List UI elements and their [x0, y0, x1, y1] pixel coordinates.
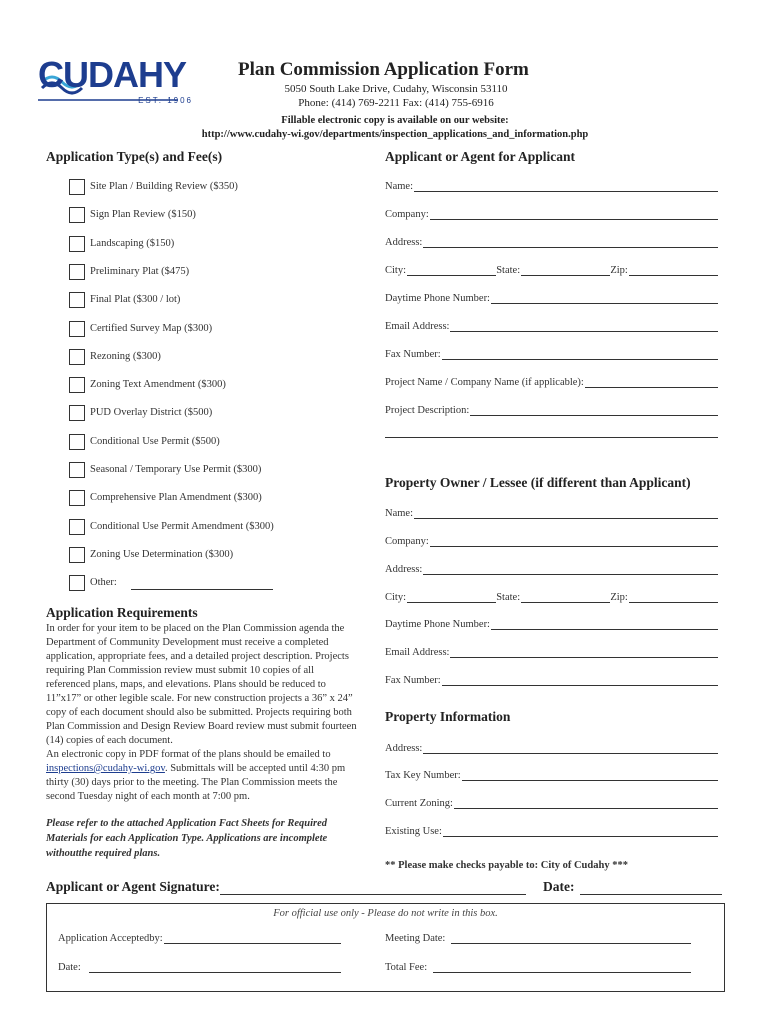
owner-address-label: Address:: [385, 564, 423, 575]
owner-address-line[interactable]: [423, 563, 718, 575]
requirements-paragraph-1: In order for your item to be placed on the Plan Commission agenda the Department of Community Development must receive a completed application, appropriate fees, and a detailed project description. Projects requiring Plan Commission review must submit 10 copies of all referenced plans, maps, and elevations. Plans should be reduced to 11”x17” or other legible scale. For new construction projects a 36” x 24” copy of each document should also be submitted. Projects requiring both Plan Commission and Design Review Board review must submit fourteen (14) copies of each document.: [46, 623, 357, 746]
fillable-text: Fillable electronic copy is available on our website:: [281, 115, 509, 126]
existing-use-field[interactable]: [385, 825, 718, 837]
application-type-checkbox[interactable]: [69, 405, 85, 421]
requirements-email-intro: An electronic copy in PDF format of the plans should be emailed to: [46, 749, 331, 760]
header-address-block: [238, 82, 554, 110]
inspections-email-link[interactable]: inspections@cudahy-wi.gov: [46, 763, 165, 774]
project-name-line[interactable]: [585, 376, 718, 388]
application-type-label: Conditional Use Permit ($500): [90, 436, 220, 447]
owner-zip-line[interactable]: [629, 591, 718, 603]
project-description-line-2[interactable]: [385, 437, 718, 438]
total-fee-label: Total Fee:: [385, 962, 428, 973]
logo-wordmark: CUDAHY: [38, 54, 187, 95]
meeting-date-field[interactable]: [385, 932, 691, 944]
applicant-name-label: Name:: [385, 181, 413, 192]
requirements-body: [46, 622, 360, 804]
application-type-label: Zoning Text Amendment ($300): [90, 379, 226, 390]
project-name-label: Project Name / Company Name (if applicable):: [385, 377, 584, 388]
application-type-checkbox[interactable]: [69, 207, 85, 223]
owner-phone-field[interactable]: [385, 618, 718, 630]
applicant-title: Applicant or Agent for Applicant: [385, 149, 576, 164]
owner-fax-line[interactable]: [442, 674, 718, 686]
owner-city-label: City:: [385, 592, 407, 603]
tax-key-field[interactable]: [385, 769, 718, 781]
applicant-email-line[interactable]: [450, 320, 718, 332]
applicant-email-label: Email Address:: [385, 321, 450, 332]
owner-name-line[interactable]: [414, 507, 718, 519]
requirements-title: Application Requirements: [46, 605, 198, 620]
applicant-zip-label: Zip:: [610, 265, 628, 276]
application-type-label: Certified Survey Map ($300): [90, 323, 213, 334]
fact-sheet-note: Please refer to the attached Application Fact Sheets for Required Materials for each Application Type. Applications are incomplete withoutthe required plans.: [46, 818, 328, 859]
owner-email-label: Email Address:: [385, 647, 450, 658]
signature-date-line[interactable]: [580, 880, 722, 895]
official-date-field[interactable]: [58, 961, 341, 973]
application-type-checkbox[interactable]: [69, 349, 85, 365]
requirements-paragraph-2: [46, 748, 360, 804]
current-zoning-label: Current Zoning:: [385, 798, 453, 809]
other-type-line[interactable]: [131, 589, 273, 590]
owner-city-line[interactable]: [407, 591, 496, 603]
owner-company-field[interactable]: [385, 535, 718, 547]
applicant-zip-line[interactable]: [629, 264, 718, 276]
application-type-checkbox[interactable]: [69, 575, 85, 591]
current-zoning-line[interactable]: [454, 797, 718, 809]
meeting-date-line[interactable]: [451, 932, 691, 944]
existing-use-line[interactable]: [443, 825, 718, 837]
application-type-label: Landscaping ($150): [90, 238, 175, 249]
owner-phone-label: Daytime Phone Number:: [385, 619, 490, 630]
website-link[interactable]: http://www.cudahy-wi.gov/departments/inspection_applications_and_information.php: [201, 129, 589, 140]
applicant-address-field[interactable]: [385, 236, 718, 248]
applicant-address-label: Address:: [385, 237, 423, 248]
meeting-date-label: Meeting Date:: [385, 933, 446, 944]
applicant-phone-line[interactable]: [491, 292, 718, 304]
owner-zip-label: Zip:: [610, 592, 628, 603]
application-type-label: Comprehensive Plan Amendment ($300): [90, 492, 262, 503]
owner-state-line[interactable]: [521, 591, 610, 603]
owner-name-label: Name:: [385, 508, 413, 519]
application-type-checkbox[interactable]: [69, 292, 85, 308]
application-type-checkbox[interactable]: [69, 462, 85, 478]
project-description-line[interactable]: [470, 404, 718, 416]
header-address: 5050 South Lake Drive, Cudahy, Wisconsin 53110: [284, 83, 508, 95]
application-type-checkbox[interactable]: [69, 264, 85, 280]
application-type-label: Seasonal / Temporary Use Permit ($300): [90, 464, 262, 475]
applicant-fax-field[interactable]: [385, 348, 718, 360]
application-type-checkbox[interactable]: [69, 547, 85, 563]
application-type-label: Final Plat ($300 / lot): [90, 294, 181, 305]
signature-date-label: Date:: [543, 879, 575, 894]
application-type-checkbox[interactable]: [69, 179, 85, 195]
header-phone: Phone: (414) 769-2211 Fax: (414) 755-6916: [298, 97, 494, 109]
signature-label: Applicant or Agent Signature:: [46, 879, 220, 894]
official-date-line[interactable]: [89, 961, 341, 973]
fillable-notice: [160, 114, 630, 142]
applicant-city-label: City:: [385, 265, 407, 276]
signature-line[interactable]: [220, 880, 526, 895]
application-type-checkbox[interactable]: [69, 490, 85, 506]
cudahy-logo: [38, 54, 203, 106]
applicant-city-line[interactable]: [407, 264, 496, 276]
total-fee-field[interactable]: [385, 961, 691, 973]
owner-name-field[interactable]: [385, 507, 718, 519]
owner-title: Property Owner / Lessee (if different than Applicant): [385, 475, 691, 490]
signature-date-field[interactable]: [543, 879, 722, 895]
accepted-by-label: Application Acceptedby:: [58, 933, 163, 944]
current-zoning-field[interactable]: [385, 797, 718, 809]
project-description-label: Project Description:: [385, 405, 470, 416]
official-date-label: Date:: [58, 962, 81, 973]
application-type-label: Conditional Use Permit Amendment ($300): [90, 521, 274, 532]
applicant-fax-label: Fax Number:: [385, 349, 441, 360]
application-type-label: PUD Overlay District ($500): [90, 407, 213, 418]
applicant-phone-field[interactable]: [385, 292, 718, 304]
owner-city-state-zip-field[interactable]: [385, 591, 718, 603]
applicant-company-field[interactable]: [385, 208, 718, 220]
requirements-email-outro: . Submittals will be accepted until 4:30 pm thirty (30) days prior to the meeting. The Plan Commission meets the second Tuesday night of each month at 7:00 pm.: [46, 763, 346, 802]
applicant-phone-label: Daytime Phone Number:: [385, 293, 490, 304]
applicant-company-label: Company:: [385, 209, 429, 220]
total-fee-line[interactable]: [433, 961, 691, 973]
owner-email-field[interactable]: [385, 646, 718, 658]
logo-established: EST. 1906: [138, 96, 193, 105]
applicant-name-line[interactable]: [414, 180, 718, 192]
application-type-checkbox[interactable]: [69, 321, 85, 337]
property-address-field[interactable]: [385, 742, 718, 754]
applicant-state-line[interactable]: [521, 264, 610, 276]
application-type-label: Site Plan / Building Review ($350): [90, 181, 238, 192]
accepted-by-line[interactable]: [164, 932, 341, 944]
applicant-company-line[interactable]: [430, 208, 718, 220]
application-type-checkbox[interactable]: [69, 434, 85, 450]
applicant-name-field[interactable]: [385, 180, 718, 192]
application-type-label: Preliminary Plat ($475): [90, 266, 190, 277]
property-address-line[interactable]: [423, 742, 718, 754]
applicant-fax-line[interactable]: [442, 348, 718, 360]
application-type-checkbox[interactable]: [69, 377, 85, 393]
official-use-note: For official use only - Please do not write in this box.: [273, 908, 498, 919]
owner-phone-line[interactable]: [491, 618, 718, 630]
owner-fax-label: Fax Number:: [385, 675, 441, 686]
project-name-field[interactable]: [385, 376, 718, 388]
tax-key-line[interactable]: [462, 769, 718, 781]
owner-fax-field[interactable]: [385, 674, 718, 686]
owner-company-line[interactable]: [430, 535, 718, 547]
application-types-title: Application Type(s) and Fee(s): [46, 149, 223, 164]
owner-email-line[interactable]: [450, 646, 718, 658]
application-type-label: Other:: [90, 577, 117, 588]
property-address-label: Address:: [385, 743, 423, 754]
tax-key-label: Tax Key Number:: [385, 770, 461, 781]
checks-payable-note: ** Please make checks payable to: City of Cudahy ***: [385, 860, 628, 871]
signature-field[interactable]: [46, 879, 526, 895]
application-type-label: Rezoning ($300): [90, 351, 161, 362]
application-type-checkbox[interactable]: [69, 236, 85, 252]
applicant-city-state-zip-field[interactable]: [385, 264, 718, 276]
accepted-by-field[interactable]: [58, 932, 341, 944]
project-description-field[interactable]: [385, 404, 718, 416]
official-use-box: [46, 903, 725, 992]
application-type-checkbox[interactable]: [69, 519, 85, 535]
applicant-state-label: State:: [496, 265, 521, 276]
application-type-label: Sign Plan Review ($150): [90, 209, 196, 220]
application-type-label: Zoning Use Determination ($300): [90, 549, 234, 560]
owner-state-label: State:: [496, 592, 521, 603]
property-title: Property Information: [385, 709, 511, 724]
form-title: Plan Commission Application Form: [238, 59, 529, 80]
applicant-address-line[interactable]: [423, 236, 718, 248]
applicant-email-field[interactable]: [385, 320, 718, 332]
owner-company-label: Company:: [385, 536, 429, 547]
existing-use-label: Existing Use:: [385, 826, 442, 837]
owner-address-field[interactable]: [385, 563, 718, 575]
